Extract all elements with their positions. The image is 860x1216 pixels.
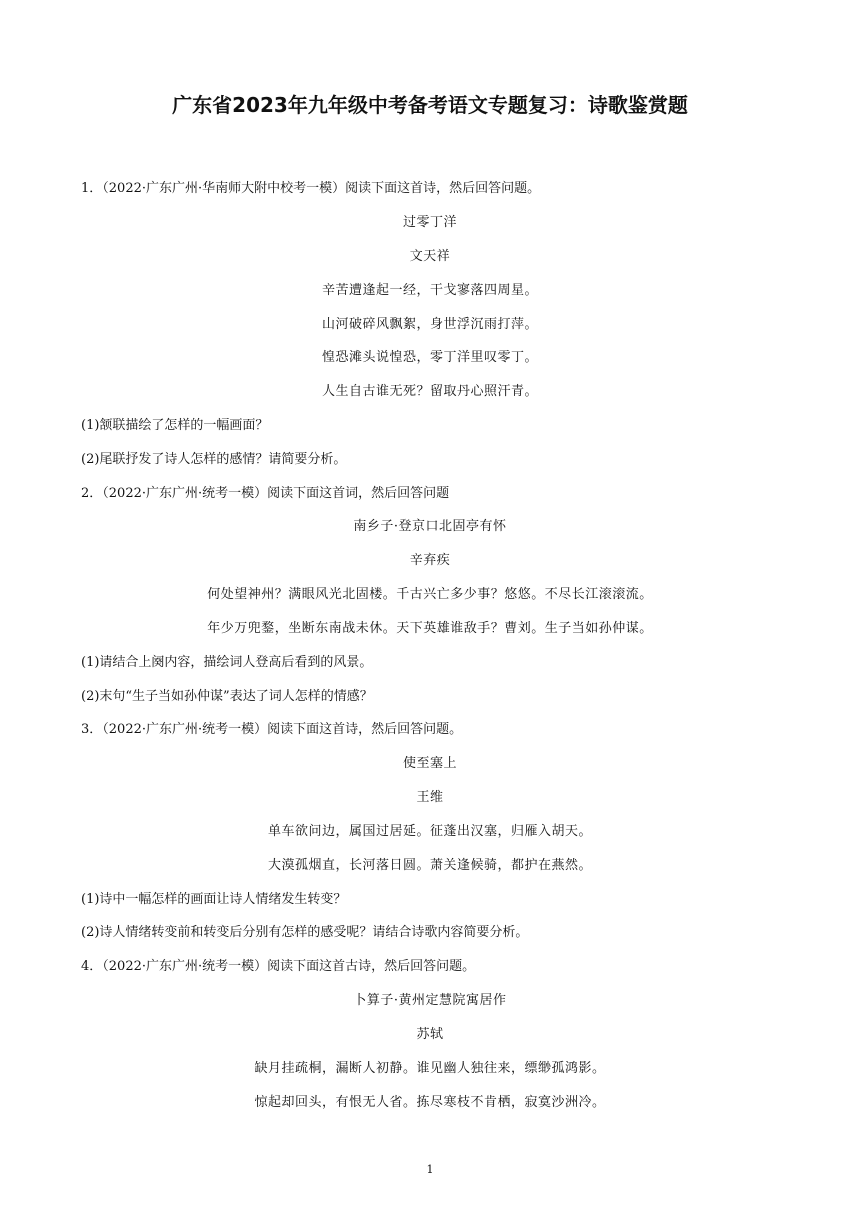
question-3-poem-line-2: 大漠孤烟直，长河落日圆。萧关逢候骑，都护在燕然。 <box>267 858 592 873</box>
question-4-poem-author: 苏轼 <box>416 1027 444 1042</box>
question-2-sub-question-2: (2)末句“生子当如孙仲谋”表达了词人怎样的情感？ <box>81 689 373 704</box>
question-3-poem-author: 王维 <box>416 790 444 805</box>
question-3-stem: 3．（2022·广东广州·统考一模）阅读下面这首诗，然后回答问题。 <box>81 722 463 737</box>
question-4-poem-line-1: 缺月挂疏桐，漏断人初静。谁见幽人独往来，缥缈孤鸿影。 <box>254 1061 606 1076</box>
question-2-poem-line-1: 何处望神州？满眼风光北固楼。千古兴亡多少事？悠悠。不尽长江滚滚流。 <box>207 587 653 602</box>
question-2-poem-title: 南乡子·登京口北固亭有怀 <box>353 519 507 534</box>
question-3-poem-title: 使至塞上 <box>402 756 457 771</box>
question-1-poem-title: 过零丁洋 <box>402 215 457 230</box>
question-2-sub-question-1: (1)请结合上阕内容，描绘词人登高后看到的风景。 <box>81 655 373 670</box>
question-4-poem-line-2: 惊起却回头，有恨无人省。拣尽寒枝不肯栖，寂寞沙洲冷。 <box>254 1095 606 1110</box>
question-2-poem-line-2: 年少万兜鍪，坐断东南战未休。天下英雄谁敌手？曹刘。生子当如孙仲谋。 <box>207 621 653 636</box>
question-1-poem-line-4: 人生自古谁无死？留取丹心照汗青。 <box>321 384 538 399</box>
question-1-poem-author: 文天祥 <box>409 249 451 264</box>
question-2-poem-author: 辛弃疾 <box>409 553 451 568</box>
question-1-sub-question-2: (2)尾联抒发了诗人怎样的感情？请简要分析。 <box>81 452 347 467</box>
document-title: 广东省2023年九年级中考备考语文专题复习：诗歌鉴赏题 <box>172 93 688 117</box>
question-1-stem: 1．（2022·广东广州·华南师大附中校考一模）阅读下面这首诗，然后回答问题。 <box>81 181 541 196</box>
question-3-sub-question-2: (2)诗人情绪转变前和转变后分别有怎样的感受呢？请结合诗歌内容简要分析。 <box>81 925 529 940</box>
question-3-poem-line-1: 单车欲问边，属国过居延。征蓬出汉塞，归雁入胡天。 <box>267 824 592 839</box>
question-4-stem: 4．（2022·广东广州·统考一模）阅读下面这首古诗，然后回答问题。 <box>81 959 476 974</box>
question-1-poem-line-3: 惶恐滩头说惶恐，零丁洋里叹零丁。 <box>321 350 538 365</box>
question-2-stem: 2．（2022·广东广州·统考一模）阅读下面这首词，然后回答问题 <box>81 486 450 501</box>
question-1-poem-line-2: 山河破碎风飘絮，身世浮沉雨打萍。 <box>321 317 538 332</box>
question-4-poem-title: 卜算子·黄州定慧院寓居作 <box>353 993 507 1008</box>
question-1-sub-question-1: (1)颔联描绘了怎样的一幅画面？ <box>81 418 269 433</box>
question-3-sub-question-1: (1)诗中一幅怎样的画面让诗人情绪发生转变？ <box>81 892 347 907</box>
question-1-poem-line-1: 辛苦遭逢起一经，干戈寥落四周星。 <box>321 283 538 298</box>
page-number: 1 <box>426 1163 434 1176</box>
